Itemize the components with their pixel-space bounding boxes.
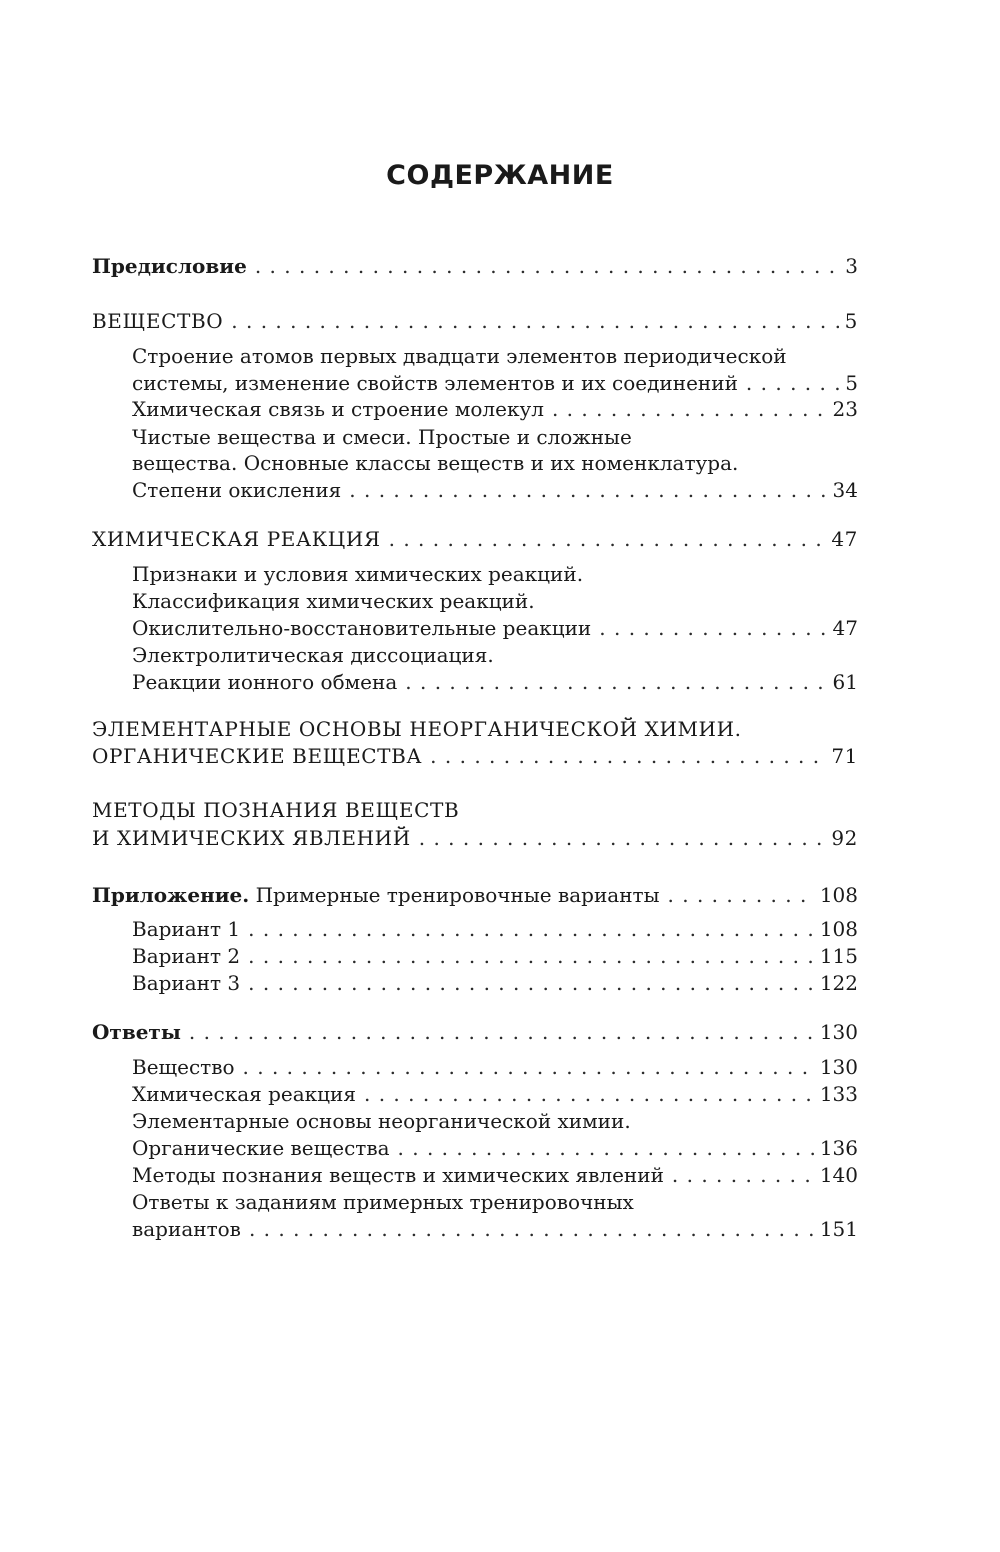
toc-entry-title: Элементарные основы неорганической химии. <box>132 1109 631 1133</box>
dot-leader <box>746 371 839 395</box>
toc-entry-appendix[interactable] <box>92 883 858 907</box>
toc-entry-title: Строение атомов первых двадцати элементов периодической <box>132 344 787 368</box>
toc-entry-chemical-bond[interactable] <box>132 397 858 421</box>
toc-entry-title: Электролитическая диссоциация. <box>132 643 494 667</box>
toc-entry-section-substance[interactable] <box>92 309 858 333</box>
toc-entry-title: Ответы к заданиям примерных тренировочных <box>132 1190 634 1214</box>
appendix-label: Приложение. <box>92 883 250 907</box>
toc-entry-title: Окислительно-восстановительные реакции <box>132 616 592 640</box>
toc-entry-title: ЭЛЕМЕНТАРНЫЕ ОСНОВЫ НЕОРГАНИЧЕСКОЙ ХИМИИ. <box>92 717 742 741</box>
dot-leader <box>231 309 838 333</box>
toc-entry-line <box>132 425 858 449</box>
toc-entry-section-methods[interactable] <box>92 826 858 850</box>
toc-entry-line <box>92 717 858 741</box>
dot-leader <box>255 254 839 278</box>
toc-entry-answers[interactable] <box>92 1020 858 1044</box>
toc-entry-ion-exchange[interactable] <box>132 670 858 694</box>
appendix-title: Примерные тренировочные варианты <box>249 883 660 907</box>
toc-entry-title: системы, изменение свойств элементов и их соединений <box>132 371 738 395</box>
toc-entry-title: ВЕЩЕСТВО <box>92 309 224 333</box>
toc-page-number: 108 <box>819 883 858 907</box>
dot-leader <box>419 826 826 850</box>
dot-leader <box>364 1082 814 1106</box>
toc-entry-title: МЕТОДЫ ПОЗНАНИЯ ВЕЩЕСТВ <box>92 798 460 822</box>
toc-entry-title: Степени окисления <box>132 478 342 502</box>
dot-leader <box>389 527 826 551</box>
toc-entry-line <box>132 451 858 475</box>
toc-entry-atoms[interactable] <box>132 371 858 395</box>
toc-entry-oxidation-states[interactable] <box>132 478 858 502</box>
toc-page-number: 130 <box>819 1055 858 1079</box>
toc-entry-line <box>132 562 858 586</box>
toc-entry-title: Химическая реакция <box>132 1082 356 1106</box>
toc-entry-title: Предисловие <box>92 254 247 278</box>
toc-entry-section-reaction[interactable] <box>92 527 858 551</box>
toc-entry-title: ОРГАНИЧЕСКИЕ ВЕЩЕСТВА <box>92 744 423 768</box>
toc-entry-title: Признаки и условия химических реакций. <box>132 562 584 586</box>
toc-entry-variant-2[interactable] <box>132 944 858 968</box>
toc-page-number: 71 <box>831 744 858 768</box>
toc-page-number: 3 <box>845 254 858 278</box>
toc-entry-title: Органические вещества <box>132 1136 390 1160</box>
dot-leader <box>398 1136 814 1160</box>
toc-entry-section-inorganic[interactable] <box>92 744 858 768</box>
toc-entry-answers-variants[interactable] <box>132 1217 858 1241</box>
toc-entry-title: Химическая связь и строение молекул <box>132 397 544 421</box>
toc-entry-title: Методы познания веществ и химических явлений <box>132 1163 664 1187</box>
toc-entry-preface[interactable] <box>92 254 858 278</box>
toc-entry-title <box>92 883 660 907</box>
toc-page-number: 140 <box>819 1163 858 1187</box>
toc-page-number: 23 <box>832 397 858 421</box>
toc-entry-title: ХИМИЧЕСКАЯ РЕАКЦИЯ <box>92 527 381 551</box>
toc-entry-title: Классификация химических реакций. <box>132 589 535 613</box>
toc-entry-line <box>132 1109 858 1133</box>
page-title: СОДЕРЖАНИЕ <box>386 160 614 191</box>
toc-entry-title: Ответы <box>92 1020 181 1044</box>
toc-page-number: 151 <box>819 1217 858 1241</box>
toc-entry-answers-reaction[interactable] <box>132 1082 858 1106</box>
toc-page-number: 34 <box>832 478 858 502</box>
toc-entry-title: Реакции ионного обмена <box>132 670 398 694</box>
dot-leader <box>349 478 826 502</box>
toc-entry-redox[interactable] <box>132 616 858 640</box>
toc-page-number: 92 <box>831 826 858 850</box>
toc-entry-answers-substance[interactable] <box>132 1055 858 1079</box>
dot-leader <box>189 1020 814 1044</box>
toc-entry-line <box>132 344 858 368</box>
dot-leader <box>668 883 814 907</box>
toc-entry-variant-3[interactable] <box>132 971 858 995</box>
toc-entry-title: вариантов <box>132 1217 241 1241</box>
dot-leader <box>248 971 814 995</box>
toc-entry-title: вещества. Основные классы веществ и их номенклатура. <box>132 451 739 475</box>
toc-page-number: 5 <box>844 309 858 333</box>
toc-entry-answers-organic[interactable] <box>132 1136 858 1160</box>
dot-leader <box>248 944 814 968</box>
toc-page-number: 136 <box>819 1136 858 1160</box>
toc-entry-line <box>92 798 858 822</box>
dot-leader <box>248 917 814 941</box>
toc-page-number: 47 <box>832 616 858 640</box>
toc-entry-title: Чистые вещества и смеси. Простые и сложные <box>132 425 632 449</box>
dot-leader <box>249 1217 814 1241</box>
toc-entry-title: Вещество <box>132 1055 235 1079</box>
toc-page-number: 133 <box>819 1082 858 1106</box>
toc-entry-line <box>132 1190 858 1214</box>
toc-page-number: 47 <box>831 527 858 551</box>
dot-leader <box>672 1163 814 1187</box>
toc-entry-title: Вариант 3 <box>132 971 241 995</box>
toc-page-number: 108 <box>819 917 858 941</box>
toc-page-number: 5 <box>845 371 858 395</box>
dot-leader <box>405 670 826 694</box>
toc-entry-answers-methods[interactable] <box>132 1163 858 1187</box>
toc-entry-title: Вариант 1 <box>132 917 241 941</box>
toc-entry-line <box>132 643 858 667</box>
toc-page-number: 130 <box>819 1020 858 1044</box>
toc-entry-variant-1[interactable] <box>132 917 858 941</box>
toc-page-number: 115 <box>819 944 858 968</box>
toc-entry-line <box>132 589 858 613</box>
dot-leader <box>552 397 827 421</box>
toc-entry-title: Вариант 2 <box>132 944 241 968</box>
toc-page-number: 61 <box>832 670 858 694</box>
toc-page-number: 122 <box>819 971 858 995</box>
dot-leader <box>430 744 825 768</box>
dot-leader <box>243 1055 814 1079</box>
dot-leader <box>599 616 826 640</box>
toc-entry-title: И ХИМИЧЕСКИХ ЯВЛЕНИЙ <box>92 826 411 850</box>
